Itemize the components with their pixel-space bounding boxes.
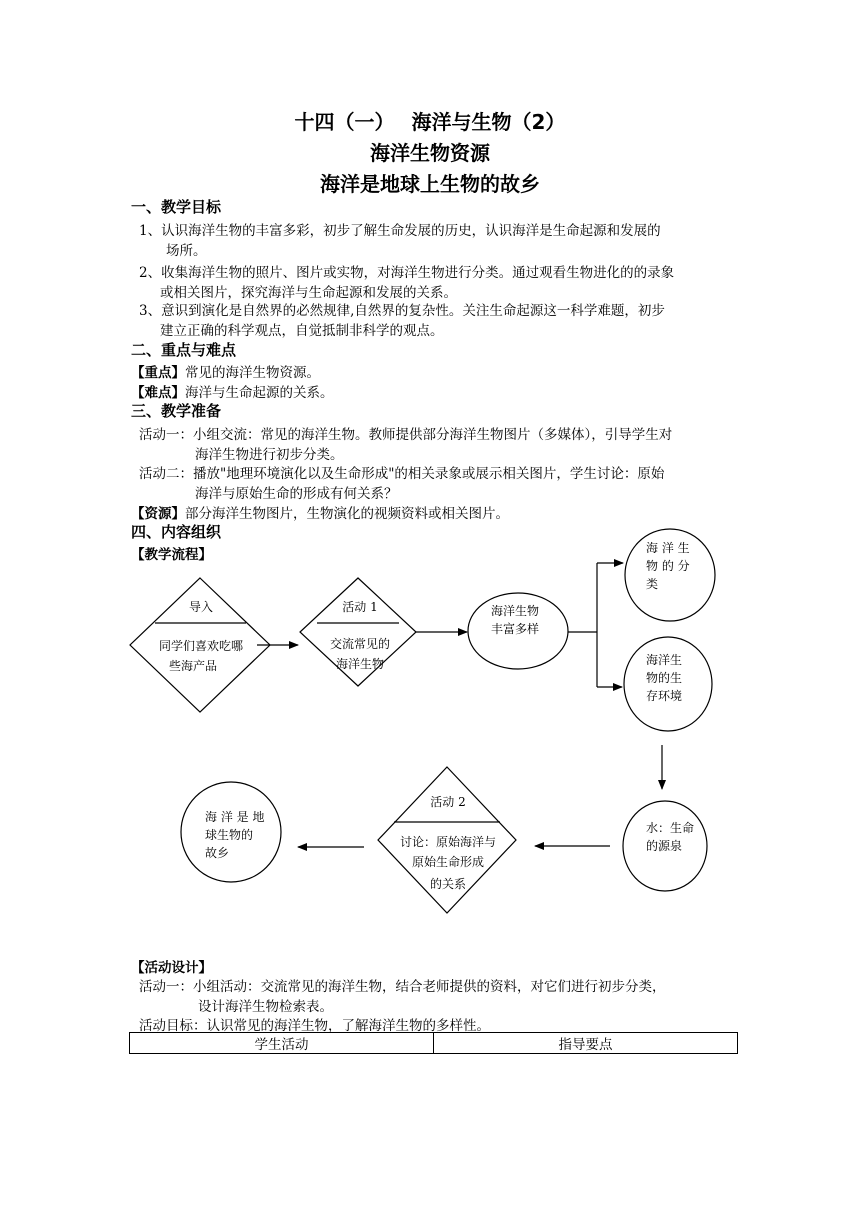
hometown-text-3: 故乡 [205,846,230,860]
difficulty-text: 海洋与生命起源的关系。 [185,385,334,401]
activity-2-top-text: 活动 2 [430,795,466,809]
classification-text-1: 海 洋 生 [646,541,690,555]
activity-2-line-1: 活动二：播放"地理环境演化以及生命形成"的相关录象或展示相关图片，学生讨论：原始 [139,466,665,482]
flow-label: 【教学流程】 [131,547,212,563]
activity-2-bottom-text-1: 讨论：原始海洋与 [399,835,497,849]
design-line-1: 活动一：小组活动：交流常见的海洋生物，结合老师提供的资料，对它们进行初步分类， [139,979,666,995]
col-guidance-points: 指导要点 [434,1033,738,1054]
environment-text-2: 物的生 [646,671,683,685]
section-4-heading: 四、内容组织 [131,523,222,541]
environment-text-3: 存环境 [646,689,683,703]
hometown-text-1: 海 洋 是 地 [205,810,265,824]
objective-3-line-1: 3、意识到演化是自然界的必然规律,自然界的复杂性。关注生命起源这一科学难题，初步 [139,303,665,319]
intro-bottom-text-2: 些海产品 [168,659,218,673]
activity-table [129,1032,738,1054]
classification-text-3: 类 [646,577,659,591]
design-line-2: 设计海洋生物检索表。 [198,999,333,1015]
section-3-heading: 三、教学准备 [131,402,222,420]
water-source-text-1: 水：生命 [646,821,695,835]
activity-1-line-1: 活动一：小组交流：常见的海洋生物。教师提供部分海洋生物图片（多媒体），引导学生对 [139,427,673,443]
title-line-3: 海洋是地球上生物的故乡 [320,172,540,196]
resources-text: 部分海洋生物图片，生物演化的视频资料或相关图片。 [185,506,509,522]
activity-2-bottom-text-2: 原始生命形成 [411,855,485,869]
diversity-text-2: 丰富多样 [491,622,540,636]
activity-1-bottom-text-2: 海洋生物 [335,657,385,671]
hometown-text-2: 球生物的 [205,828,254,842]
water-source-text-2: 的源泉 [646,839,683,853]
activity-1-line-2: 海洋生物进行初步分类。 [195,447,344,463]
intro-top-text: 导入 [188,600,214,614]
section-2-heading: 二、重点与难点 [131,341,237,359]
key-point-label: 【重点】 [131,365,185,381]
col-student-activity: 学生活动 [130,1033,434,1054]
activity-2-line-2: 海洋与原始生命的形成有何关系？ [195,486,398,502]
difficulty-label: 【难点】 [131,385,185,401]
title-line-2: 海洋生物资源 [370,141,490,165]
activity-goal: 活动目标：认识常见的海洋生物，了解海洋生物的多样性。 [139,1018,490,1034]
activity-design-label: 【活动设计】 [131,960,212,976]
environment-text-1: 海洋生 [646,653,683,667]
objective-3-line-2: 建立正确的科学观点，自觉抵制非科学的观点。 [160,323,444,339]
key-point-text: 常见的海洋生物资源。 [185,365,320,381]
section-1-heading: 一、教学目标 [131,198,222,216]
activity-2-bottom-text-3: 的关系 [429,877,467,891]
objective-1-line-1: 1、认识海洋生物的丰富多彩，初步了解生命发展的历史，认识海洋是生命起源和发展的 [139,223,661,239]
objective-2-line-2: 或相关图片，探究海洋与生命起源和发展的关系。 [160,285,457,301]
intro-bottom-text-1: 同学们喜欢吃哪 [158,639,244,653]
diversity-text-1: 海洋生物 [491,604,540,618]
resources-label: 【资源】 [131,506,185,522]
title-line-1: 十四（一） 海洋与生物（2） [294,110,566,134]
objective-2-line-1: 2、收集海洋生物的照片、图片或实物，对海洋生物进行分类。通过观看生物进化的的录象 [139,265,675,281]
activity-1-bottom-text-1: 交流常见的 [329,637,391,651]
objective-1-line-2: 场所。 [166,243,207,259]
classification-text-2: 物 的 分 [646,559,690,573]
table-header-row [130,1033,738,1054]
activity-1-top-text: 活动 1 [342,600,378,614]
